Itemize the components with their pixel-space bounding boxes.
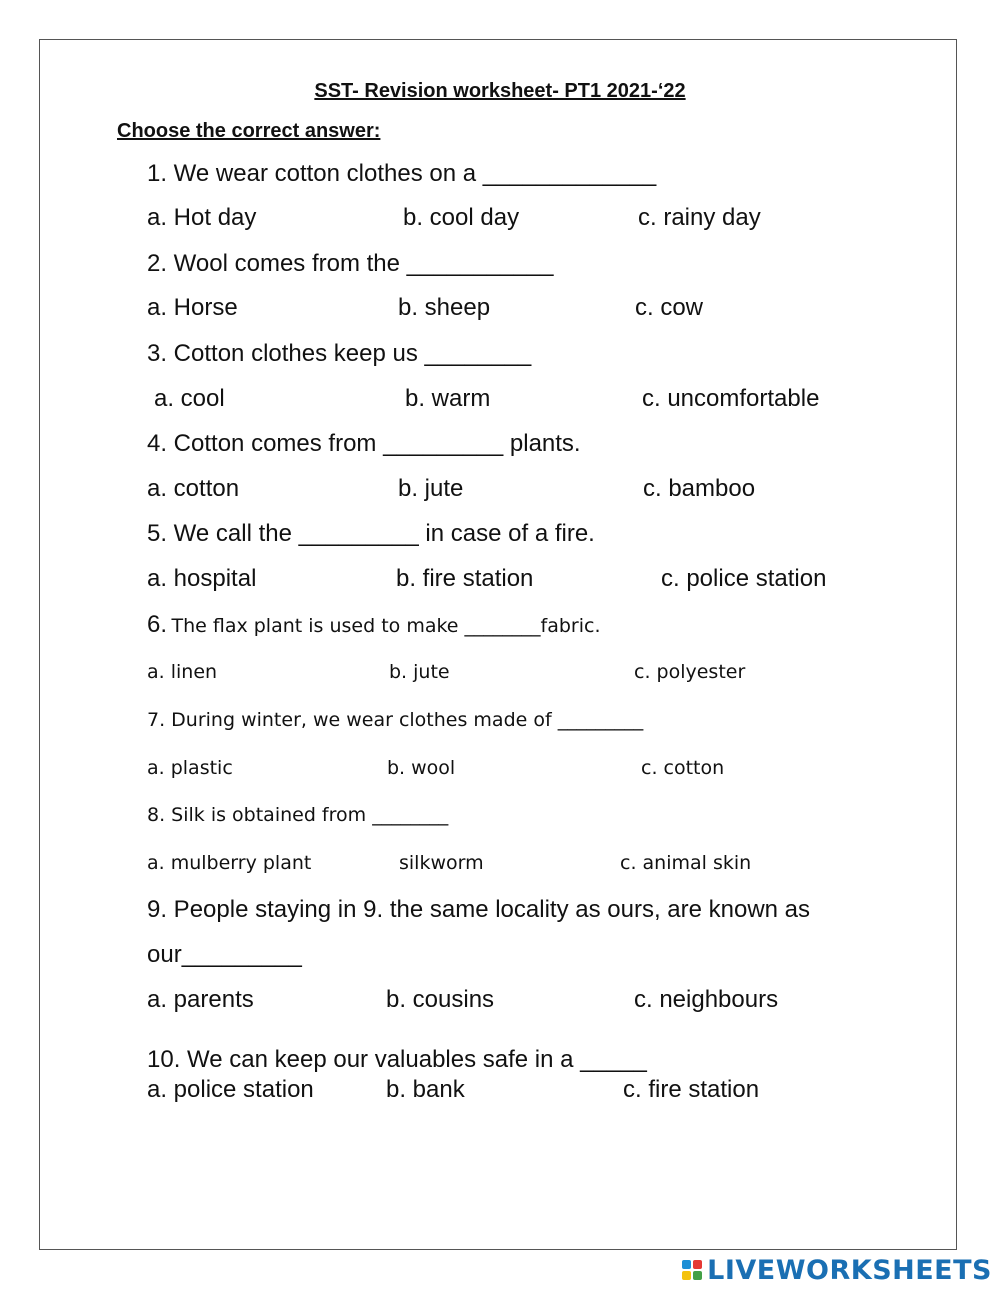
question-9-continued: our_________	[147, 941, 302, 968]
q7-option-a[interactable]: a. plastic	[147, 757, 233, 779]
q2-option-c[interactable]: c. cow	[635, 294, 704, 321]
liveworksheets-logo-icon	[682, 1260, 702, 1280]
q1-option-b[interactable]: b. cool day	[403, 204, 520, 231]
q2-option-b[interactable]: b. sheep	[398, 294, 491, 321]
question-4: 4. Cotton comes from _________ plants.	[147, 430, 581, 457]
liveworksheets-logo[interactable]	[682, 1254, 992, 1286]
q5-option-c[interactable]: c. police station	[661, 565, 827, 592]
q1-option-a[interactable]: a. Hot day	[147, 204, 257, 231]
question-6-text: The flax plant is used to make ________fabric.	[171, 615, 601, 637]
q6-option-a[interactable]: a. linen	[147, 661, 218, 683]
q5-option-a[interactable]: a. hospital	[147, 565, 257, 592]
question-7: 7. During winter, we wear clothes made of _________	[147, 709, 644, 731]
q3-option-b[interactable]: b. warm	[405, 385, 491, 412]
q6-option-b[interactable]: b. jute	[389, 661, 450, 683]
instruction: Choose the correct answer:	[117, 120, 381, 142]
q8-option-b[interactable]: silkworm	[399, 852, 484, 874]
question-9: 9. People staying in 9. the same locality as ours, are known as	[147, 896, 811, 923]
q7-option-c[interactable]: c. cotton	[641, 757, 725, 779]
q8-option-a[interactable]: a. mulberry plant	[147, 852, 312, 874]
question-6	[147, 611, 601, 639]
q5-option-b[interactable]: b. fire station	[396, 565, 534, 592]
question-1: 1. We wear cotton clothes on a _____________	[147, 160, 657, 187]
q10-option-c[interactable]: c. fire station	[623, 1076, 760, 1103]
question-3: 3. Cotton clothes keep us ________	[147, 340, 532, 367]
question-2: 2. Wool comes from the ___________	[147, 250, 554, 277]
logo-square-red	[693, 1260, 702, 1269]
q6-option-c[interactable]: c. polyester	[634, 661, 746, 683]
logo-square-green	[693, 1271, 702, 1280]
q10-option-a[interactable]: a. police station	[147, 1076, 314, 1103]
question-6-number: 6.	[147, 611, 168, 638]
q2-option-a[interactable]: a. Horse	[147, 294, 238, 321]
q9-option-b[interactable]: b. cousins	[386, 986, 495, 1013]
logo-square-yellow	[682, 1271, 691, 1280]
q4-option-a[interactable]: a. cotton	[147, 475, 240, 502]
q4-option-c[interactable]: c. bamboo	[643, 475, 756, 502]
q3-option-c[interactable]: c. uncomfortable	[642, 385, 820, 412]
q1-option-c[interactable]: c. rainy day	[638, 204, 761, 231]
question-8: 8. Silk is obtained from ________	[147, 804, 449, 826]
q8-option-c[interactable]: c. animal skin	[620, 852, 752, 874]
q3-option-a[interactable]: a. cool	[154, 385, 225, 412]
liveworksheets-logo-text: LIVEWORKSHEETS	[707, 1254, 992, 1286]
q9-option-c[interactable]: c. neighbours	[634, 986, 779, 1013]
question-10: 10. We can keep our valuables safe in a _____	[147, 1046, 647, 1073]
q7-option-b[interactable]: b. wool	[387, 757, 456, 779]
worksheet-title: SST- Revision worksheet- PT1 2021-‘22	[314, 80, 686, 102]
q4-option-b[interactable]: b. jute	[398, 475, 464, 502]
q9-option-a[interactable]: a. parents	[147, 986, 254, 1013]
question-5: 5. We call the _________ in case of a fire.	[147, 520, 595, 547]
q10-option-b[interactable]: b. bank	[386, 1076, 465, 1103]
logo-square-blue	[682, 1260, 691, 1269]
